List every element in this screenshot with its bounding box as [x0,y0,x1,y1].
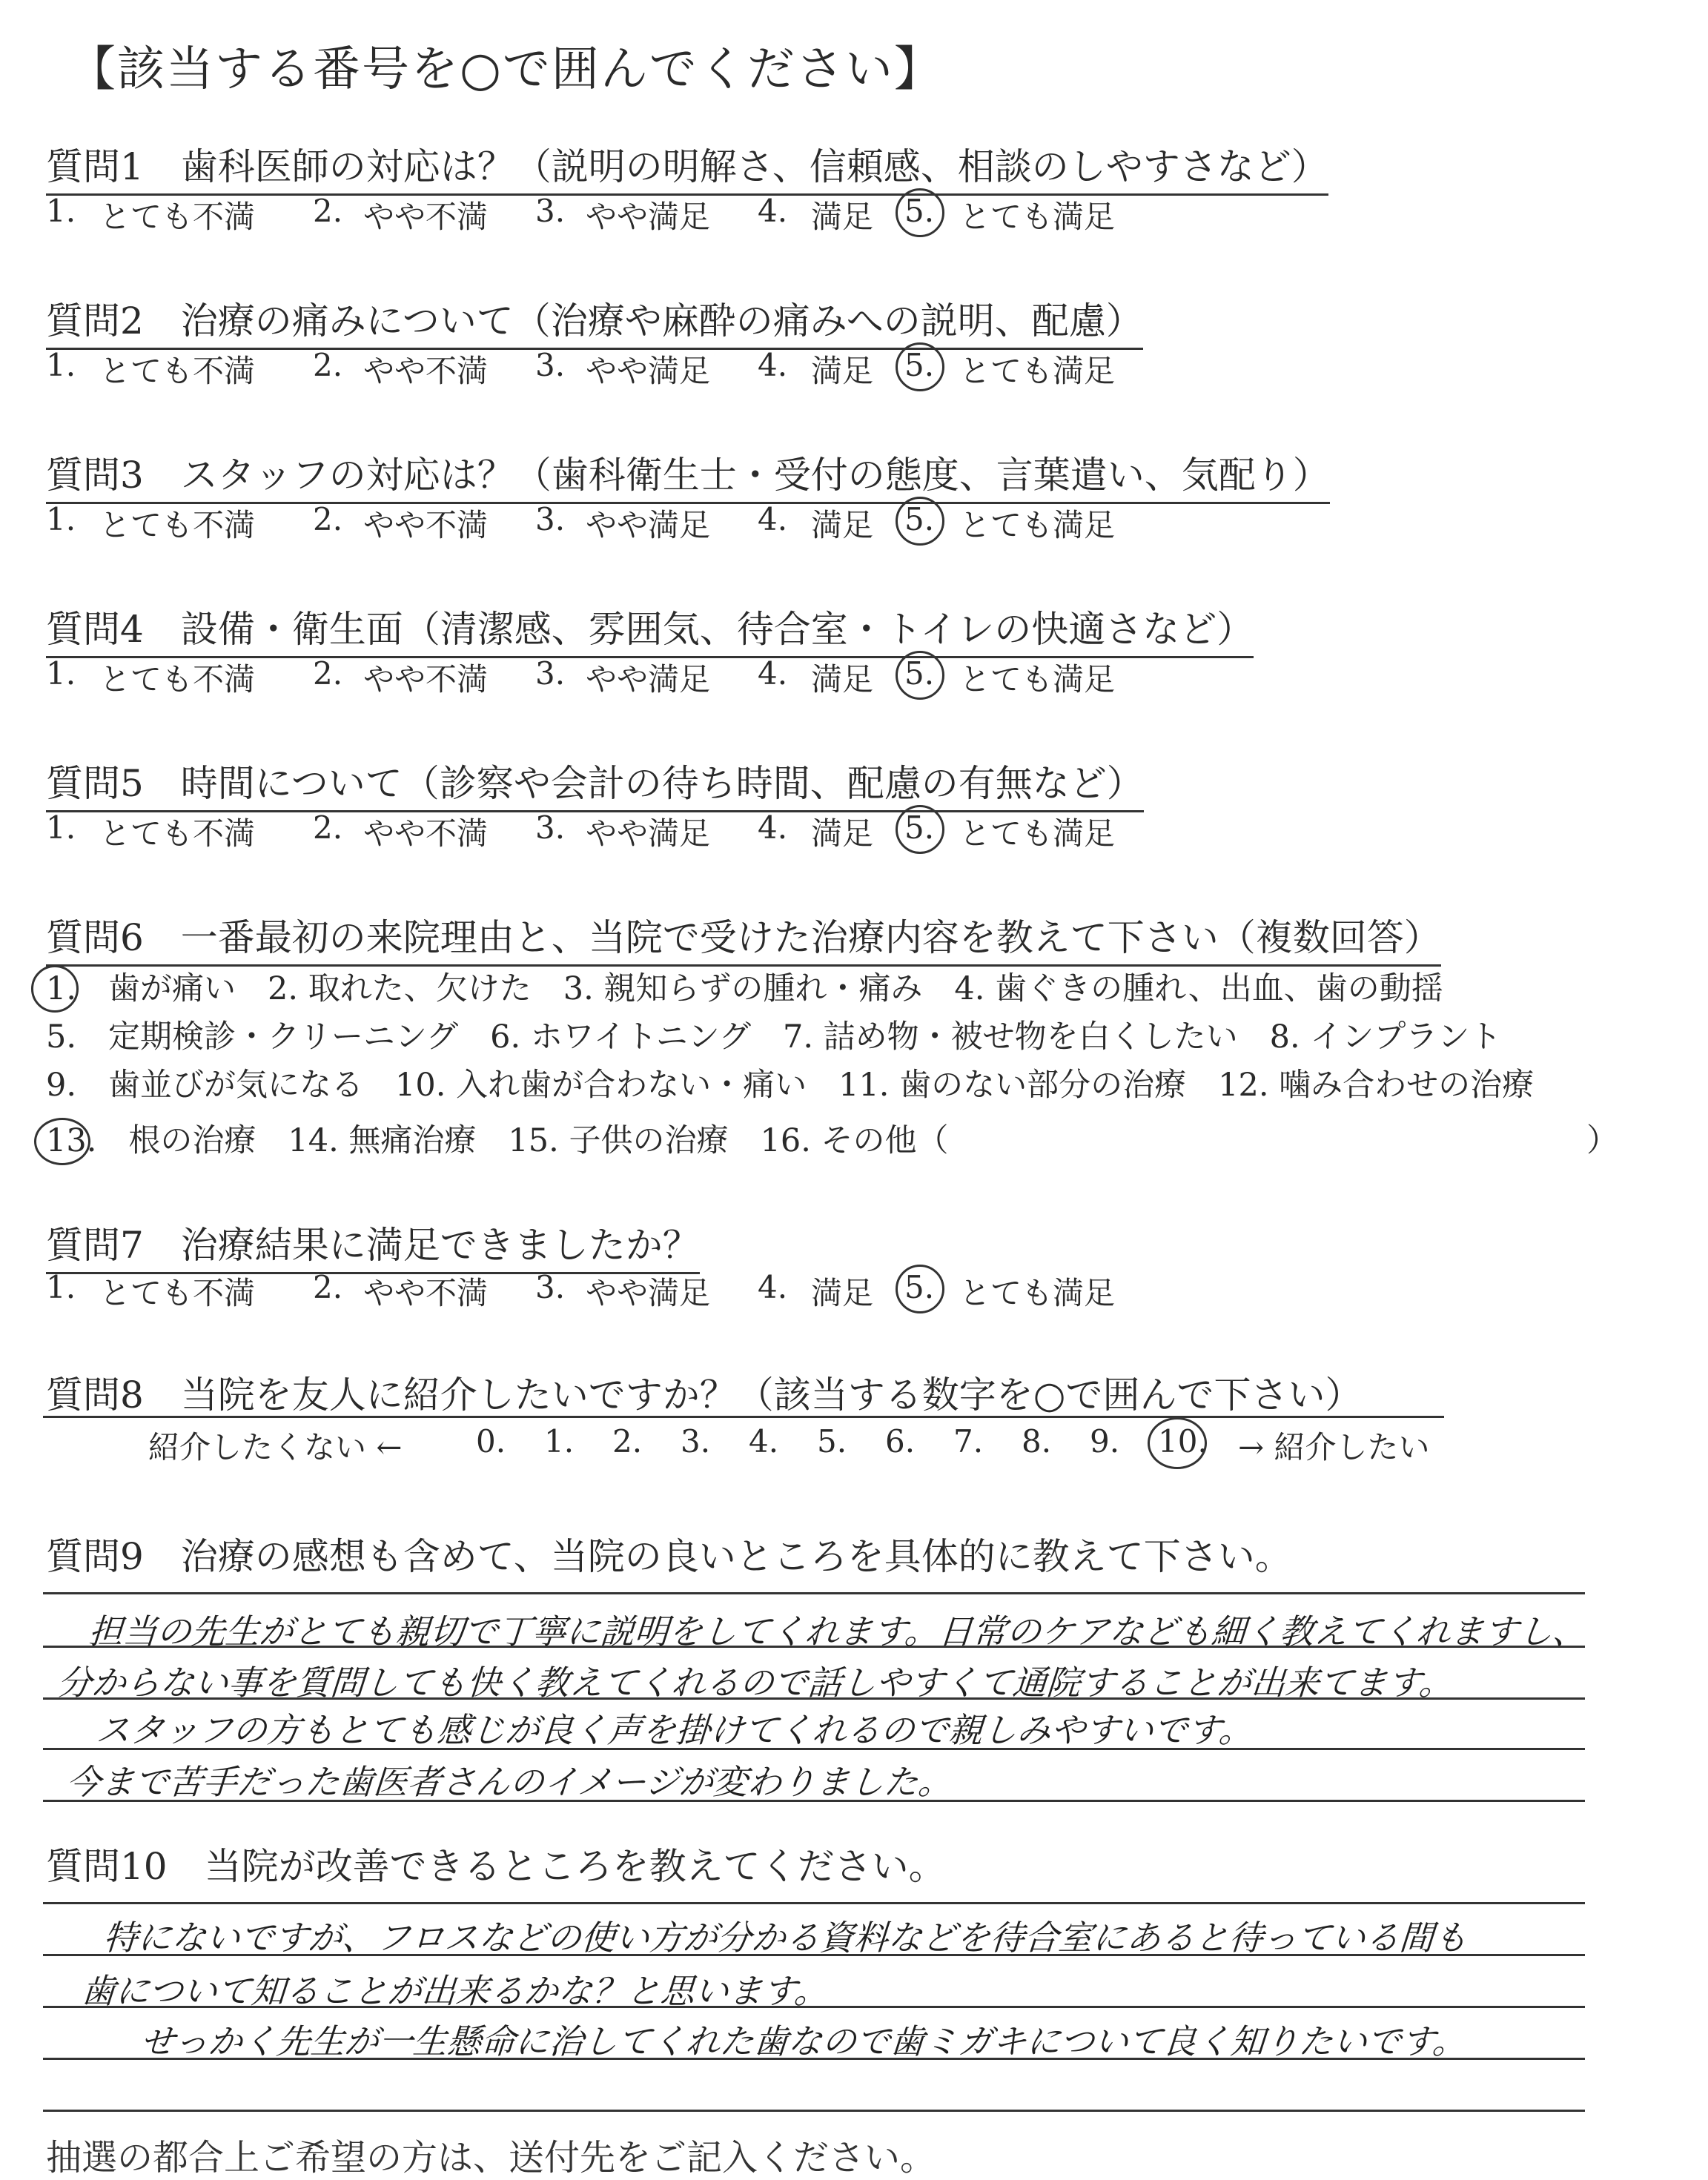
q8-title: 質問8 当院を友人に紹介したいですか？（該当する数字を○で囲んで下さい） [46,1374,1363,1417]
q8-number-7[interactable]: 7. [953,1423,984,1460]
q8-selected-circle [1148,1417,1207,1469]
q7-option-label-1: とても不満 [99,1275,256,1311]
q7-option-label-3: やや満足 [586,1275,711,1311]
q5-selected-circle [896,805,944,854]
q8-number-0[interactable]: 0. [476,1423,506,1460]
q8-number-6[interactable]: 6. [885,1423,916,1460]
q10-answer-line-2: 歯について知ることが出来るかな？と思います。 [79,1971,830,2011]
q5-option-number-2[interactable]: 2. [313,809,343,846]
q10-line-4 [43,2110,1585,2112]
q1-option-number-5[interactable]: 5. [904,193,935,229]
q6-row-4-close: ） [1586,1122,1618,1159]
q3-option-number-1[interactable]: 1. [46,501,76,537]
q3-option-label-5: とても満足 [959,507,1116,543]
q5-option-label-5: とても満足 [959,815,1116,852]
q7-selected-circle [896,1265,944,1313]
q5-option-number-3[interactable]: 3. [535,809,566,846]
q2-option-label-5: とても満足 [959,353,1116,389]
q5-option-number-1[interactable]: 1. [46,809,76,846]
q2-selected-circle [896,342,944,391]
q7-option-label-2: やや不満 [363,1275,489,1311]
q7-option-label-5: とても満足 [959,1275,1116,1311]
q10-title: 質問10 当院が改善できるところを教えてください。 [46,1845,946,1888]
q4-option-label-4: 満足 [811,661,874,698]
q8-number-8[interactable]: 8. [1022,1423,1052,1460]
q2-option-label-2: やや不満 [363,353,489,389]
q7-option-number-4[interactable]: 4. [758,1269,788,1305]
q7-option-label-4: 満足 [811,1275,874,1311]
q6-row-1: 1. 歯が痛い 2. 取れた、欠けた 3. 親知らずの腫れ・痛み 4. 歯ぐきの腫れ、出血、歯の動揺 [46,970,1443,1007]
q2-option-label-4: 満足 [811,353,874,389]
q8-number-2[interactable]: 2. [612,1423,643,1460]
q5-option-label-2: やや不満 [363,815,489,852]
q2-option-label-1: とても不満 [99,353,256,389]
q5-option-label-3: やや満足 [586,815,711,852]
q3-option-label-2: やや不満 [363,507,489,543]
q2-option-number-3[interactable]: 3. [535,347,566,383]
q6-selected-1-circle[interactable] [31,965,79,1013]
q8-number-1[interactable]: 1. [544,1423,575,1460]
q9-line-0 [43,1592,1585,1594]
q3-title: 質問3 スタッフの対応は？（歯科衛生士・受付の態度、言葉遣い、気配り） [46,445,1330,504]
q3-option-number-4[interactable]: 4. [758,501,788,537]
q3-selected-circle [896,497,944,546]
footer-cut-text: 抽選の都合上ご希望の方は、送付先をご記入ください。 [46,2137,936,2179]
q8-number-5[interactable]: 5. [817,1423,847,1460]
q2-option-label-3: やや満足 [586,353,711,389]
q8-number-9[interactable]: 9. [1090,1423,1120,1460]
q7-option-number-5[interactable]: 5. [904,1269,935,1305]
q3-option-label-1: とても不満 [99,507,256,543]
q2-option-number-5[interactable]: 5. [904,347,935,383]
q6-row-4: 13. 根の治療 14. 無痛治療 15. 子供の治療 16. その他（ [46,1122,949,1159]
q2-title: 質問2 治療の痛みについて（治療や麻酔の痛みへの説明、配慮） [46,291,1143,350]
q1-option-label-1: とても不満 [99,199,256,235]
q2-option-number-4[interactable]: 4. [758,347,788,383]
q8-number-3[interactable]: 3. [681,1423,711,1460]
q2-option-number-2[interactable]: 2. [313,347,343,383]
q9-title: 質問9 治療の感想も含めて、当院の良いところを具体的に教えて下さい。 [46,1535,1292,1578]
q4-option-label-1: とても不満 [99,661,256,698]
q5-option-label-4: 満足 [811,815,874,852]
q1-option-label-2: やや不満 [363,199,489,235]
q8-left-label: 紹介したくない ← [148,1429,403,1465]
q1-option-label-4: 満足 [811,199,874,235]
q8-number-10[interactable]: 10. [1158,1423,1208,1460]
q6-title: 質問6 一番最初の来院理由と、当院で受けた治療内容を教えて下さい（複数回答） [46,908,1441,967]
q4-option-number-2[interactable]: 2. [313,655,343,692]
q4-option-label-5: とても満足 [959,661,1116,698]
q6-selected-13-circle[interactable] [34,1118,90,1165]
q9-answer-line-1: 担当の先生がとても親切で丁寧に説明をしてくれます。日常のケアなども細く教えてくれますし、 [87,1611,1589,1651]
q1-selected-circle [896,188,944,237]
q8-number-4[interactable]: 4. [749,1423,779,1460]
q3-option-label-3: やや満足 [586,507,711,543]
q5-option-number-4[interactable]: 4. [758,809,788,846]
q5-title: 質問5 時間について（診察や会計の待ち時間、配慮の有無など） [46,754,1144,812]
q1-option-label-3: やや満足 [586,199,711,235]
q9-answer-line-4: 今まで苦手だった歯医者さんのイメージが変わりました。 [64,1762,954,1802]
q3-option-number-2[interactable]: 2. [313,501,343,537]
q2-option-number-1[interactable]: 1. [46,347,76,383]
q10-answer-line-3: せっかく先生が一生懸命に治してくれた歯なので歯ミガキについて良く知りたいです。 [139,2021,1469,2061]
q4-selected-circle [896,651,944,700]
q1-option-number-3[interactable]: 3. [535,193,566,229]
q4-option-number-5[interactable]: 5. [904,655,935,692]
q1-option-number-1[interactable]: 1. [46,193,76,229]
q5-option-label-1: とても不満 [99,815,256,852]
q4-option-number-1[interactable]: 1. [46,655,76,692]
q4-title: 質問4 設備・衛生面（清潔感、雰囲気、待合室・トイレの快適さなど） [46,600,1254,658]
q3-option-label-4: 満足 [811,507,874,543]
q6-row-2: 5. 定期検診・クリーニング 6. ホワイトニング 7. 詰め物・被せ物を白くしたい 8. インプラント [46,1018,1502,1056]
q3-option-number-3[interactable]: 3. [535,501,566,537]
q7-option-number-1[interactable]: 1. [46,1269,76,1305]
q10-line-0 [43,1902,1585,1904]
q9-answer-line-3: スタッフの方もとても感じが良く声を掛けてくれるので親しみやすいです。 [94,1710,1255,1750]
q7-title: 質問7 治療結果に満足できましたか？ [46,1216,700,1274]
q6-row-3: 9. 歯並びが気になる 10. 入れ歯が合わない・痛い 11. 歯のない部分の治療 12. 噛み合わせの治療 [46,1067,1535,1104]
q10-answer-line-1: 特にないですが、フロスなどの使い方が分かる資料などを待合室にあると待っている間も [102,1918,1469,1958]
q1-title: 質問1 歯科医師の対応は？（説明の明解さ、信頼感、相談のしやすさなど） [46,137,1328,196]
q9-answer-line-2: 分からない事を質問しても快く教えてくれるので話しやすくて通院することが出来てます。 [56,1663,1455,1703]
q1-option-number-4[interactable]: 4. [758,193,788,229]
q7-option-number-3[interactable]: 3. [535,1269,566,1305]
q4-option-number-3[interactable]: 3. [535,655,566,692]
q3-option-number-5[interactable]: 5. [904,501,935,537]
page-title: 【該当する番号を○で囲んでください】 [68,42,943,97]
q4-option-label-3: やや満足 [586,661,711,698]
q1-option-number-2[interactable]: 2. [313,193,343,229]
q4-option-number-4[interactable]: 4. [758,655,788,692]
q4-option-label-2: やや不満 [363,661,489,698]
q8-underline [43,1416,1444,1418]
q1-option-label-5: とても満足 [959,199,1116,235]
q7-option-number-2[interactable]: 2. [313,1269,343,1305]
q8-right-label: → 紹介したい [1238,1429,1430,1465]
q5-option-number-5[interactable]: 5. [904,809,935,846]
